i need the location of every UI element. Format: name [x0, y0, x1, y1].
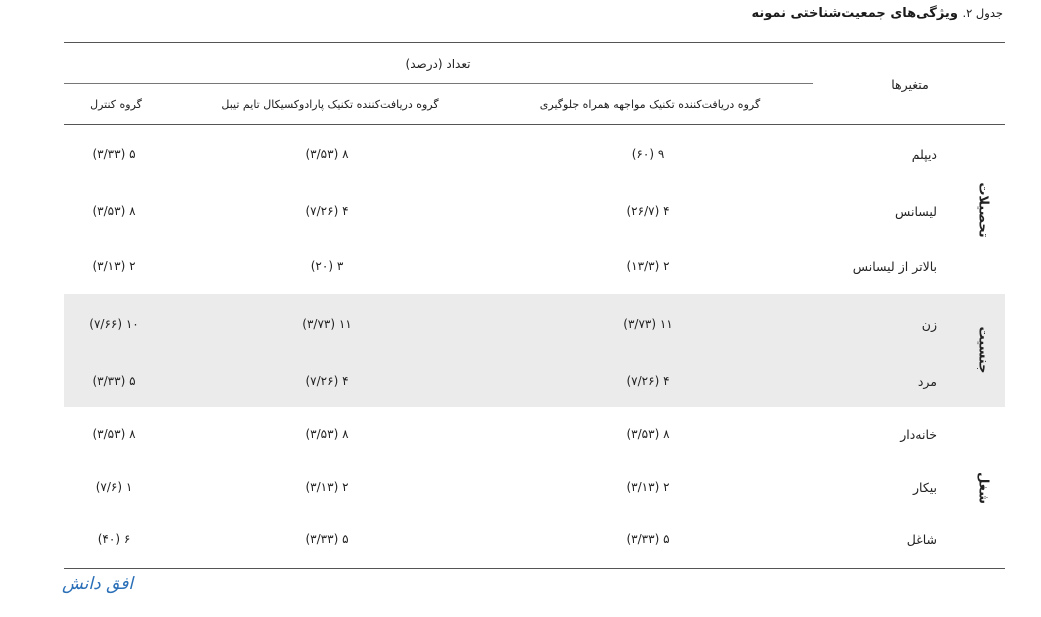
cell-paradox: ۴ (۷/۲۶) — [305, 204, 349, 218]
caption-title: ویژگی‌های جمعیت‌شناختی نمونه — [751, 6, 958, 21]
header-sub-rule — [64, 83, 813, 84]
cell-paradox: ۵ (۳/۳۳) — [305, 532, 349, 546]
cell-confront: ۱۱ (۳/۷۳) — [623, 317, 673, 331]
cell-paradox: ۲ (۳/۱۳) — [305, 480, 349, 494]
table-caption — [751, 6, 1003, 21]
row-label: مرد — [917, 374, 937, 389]
cell-confront: ۴ (۷/۲۶) — [626, 374, 670, 388]
row-label: شاغل — [906, 532, 937, 547]
cell-confront: ۲ (۱۳/۳) — [626, 259, 670, 273]
header-count: تعداد (درصد) — [405, 57, 471, 71]
cell-confront: ۲ (۳/۱۳) — [626, 480, 670, 494]
header-group-control: گروه کنترل — [90, 98, 142, 111]
group-label-education: تحصیلات — [975, 182, 991, 238]
cell-paradox: ۳ (۲۰) — [310, 259, 344, 273]
cell-paradox: ۱۱ (۳/۷۳) — [302, 317, 352, 331]
cell-paradox: ۴ (۷/۲۶) — [305, 374, 349, 388]
cell-control: ۱۰ (۷/۶۶) — [89, 317, 139, 331]
cell-control: ۲ (۳/۱۳) — [92, 259, 136, 273]
row-label: لیسانس — [895, 204, 937, 219]
cell-confront: ۹ (۶۰) — [631, 147, 665, 161]
cell-paradox: ۸ (۳/۵۳) — [305, 147, 349, 161]
cell-paradox: ۸ (۳/۵۳) — [305, 427, 349, 441]
header-bottom-rule — [64, 124, 1005, 125]
cell-control: ۸ (۳/۵۳) — [92, 427, 136, 441]
row-label: زن — [921, 317, 937, 332]
cell-control: ۶ (۴۰) — [97, 532, 131, 546]
demographics-table — [64, 42, 1005, 569]
row-label: بیکار — [913, 480, 937, 495]
cell-control: ۸ (۳/۵۳) — [92, 204, 136, 218]
group-label-occupation: شغل — [975, 472, 991, 504]
journal-logo: افق دانش — [62, 574, 134, 594]
header-group-paradox: گروه دریافت‌کننده تکنیک پارادوکسیکال تایم تیبل — [221, 98, 439, 111]
row-label: بالاتر از لیسانس — [852, 259, 937, 274]
cell-confront: ۸ (۳/۵۳) — [626, 427, 670, 441]
cell-control: ۵ (۳/۳۳) — [92, 147, 136, 161]
caption-label: جدول ۲. — [962, 6, 1003, 20]
group-label-gender: جنسیت — [975, 326, 991, 374]
cell-control: ۵ (۳/۳۳) — [92, 374, 136, 388]
cell-confront: ۴ (۲۶/۷) — [626, 204, 670, 218]
cell-control: ۱ (۷/۶) — [95, 480, 133, 494]
cell-confront: ۵ (۳/۳۳) — [626, 532, 670, 546]
row-label: دیپلم — [911, 147, 937, 162]
header-variables: متغیرها — [891, 77, 929, 92]
row-label: خانه‌دار — [900, 427, 937, 442]
header-group-confront: گروه دریافت‌کننده تکنیک مواجهه همراه جلوگیری — [539, 98, 761, 111]
